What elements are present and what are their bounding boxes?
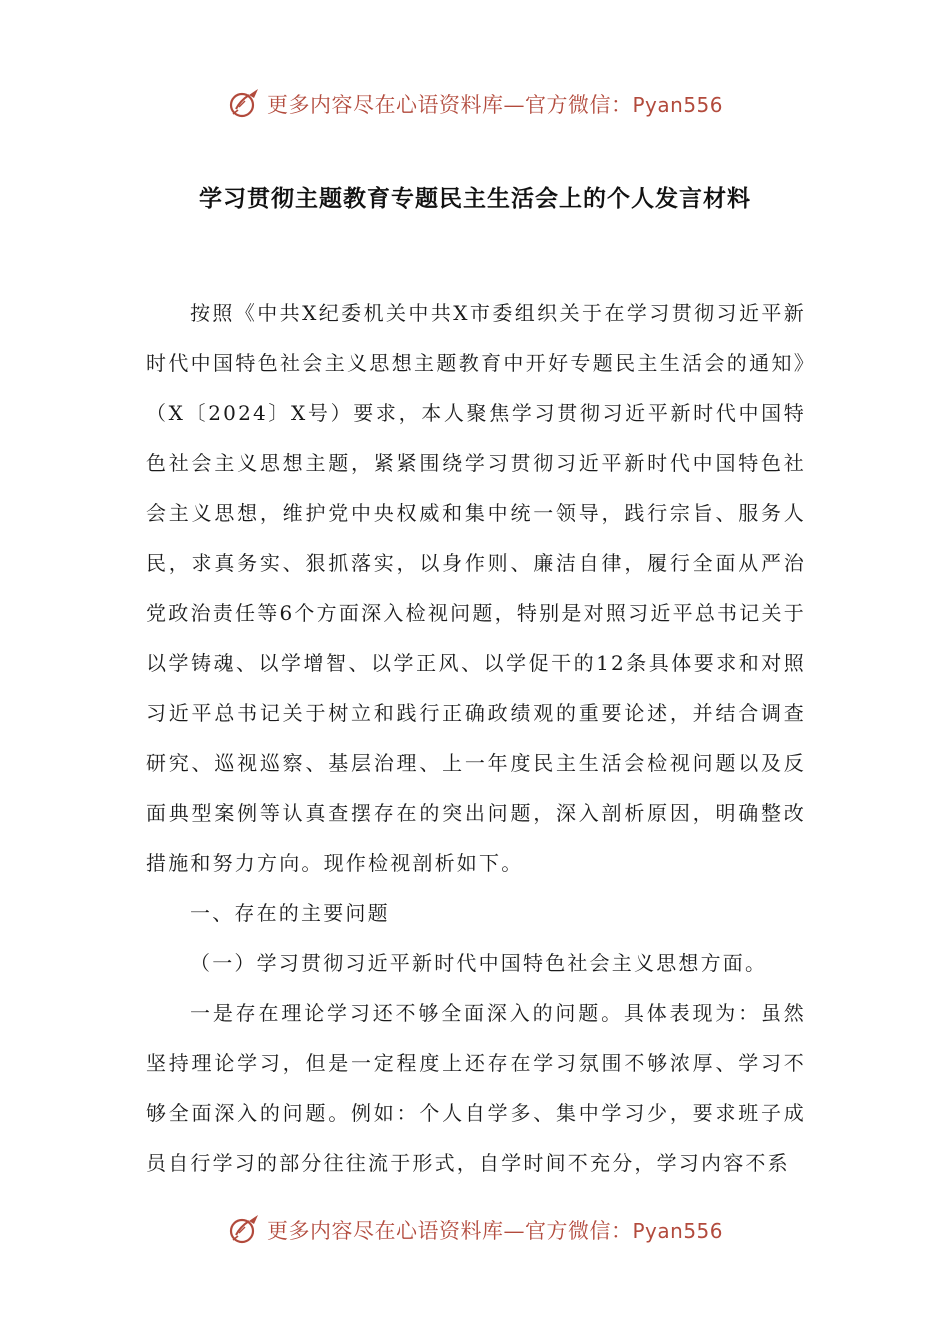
footer-watermark	[0, 1210, 950, 1250]
document-body	[146, 288, 806, 1188]
watermark-text: 更多内容尽在心语资料库—官方微信：Pyan556	[266, 1219, 723, 1243]
header-watermark	[0, 84, 950, 124]
subsection-heading: （一）学习贯彻习近平新时代中国特色社会主义思想方面。	[190, 951, 768, 975]
paragraph-intro: 按照《中共X纪委机关中共X市委组织关于在学习贯彻习近平新时代中国特色社会主义思想主题教育中开好专题民主生活会的通知》（X〔2024〕X号）要求，本人聚焦学习贯彻习近平新时代中国特色社会主义思想主题，紧紧围绕学习贯彻习近平新时代中国特色社会主义思想，维护党中央权威和集中统一领导，践行宗旨、服务人民，求真务实、狠抓落实，以身作则、廉洁自律，履行全面从严治党政治责任等6个方面深入检视问题，特别是对照习近平总书记关于以学铸魂、以学增智、以学正风、以学促干的12条具体要求和对照习近平总书记关于树立和践行正确政绩观的重要论述，并结合调查研究、巡视巡察、基层治理、上一年度民主生活会检视问题以及反面典型案例等认真查摆存在的突出问题，深入剖析原因，明确整改措施和努力方向。现作检视剖析如下。	[146, 301, 806, 875]
paragraph-problem-one: 一是存在理论学习还不够全面深入的问题。具体表现为：虽然坚持理论学习，但是一定程度上还存在学习氛围不够浓厚、学习不够全面深入的问题。例如：个人自学多、集中学习少，要求班子成员自行学习的部分往往流于形式，自学时间不充分，学习内容不系	[146, 1001, 806, 1175]
wechat-id: Pyan556	[632, 1219, 723, 1243]
section-heading: 一、存在的主要问题	[190, 901, 390, 925]
quill-pen-logo-icon	[227, 87, 261, 121]
watermark-text: 更多内容尽在心语资料库—官方微信：Pyan556	[266, 93, 723, 117]
document-title: 学习贯彻主题教育专题民主生活会上的个人发言材料	[199, 186, 751, 212]
quill-pen-logo-icon	[227, 1213, 261, 1247]
wechat-id: Pyan556	[632, 93, 723, 117]
